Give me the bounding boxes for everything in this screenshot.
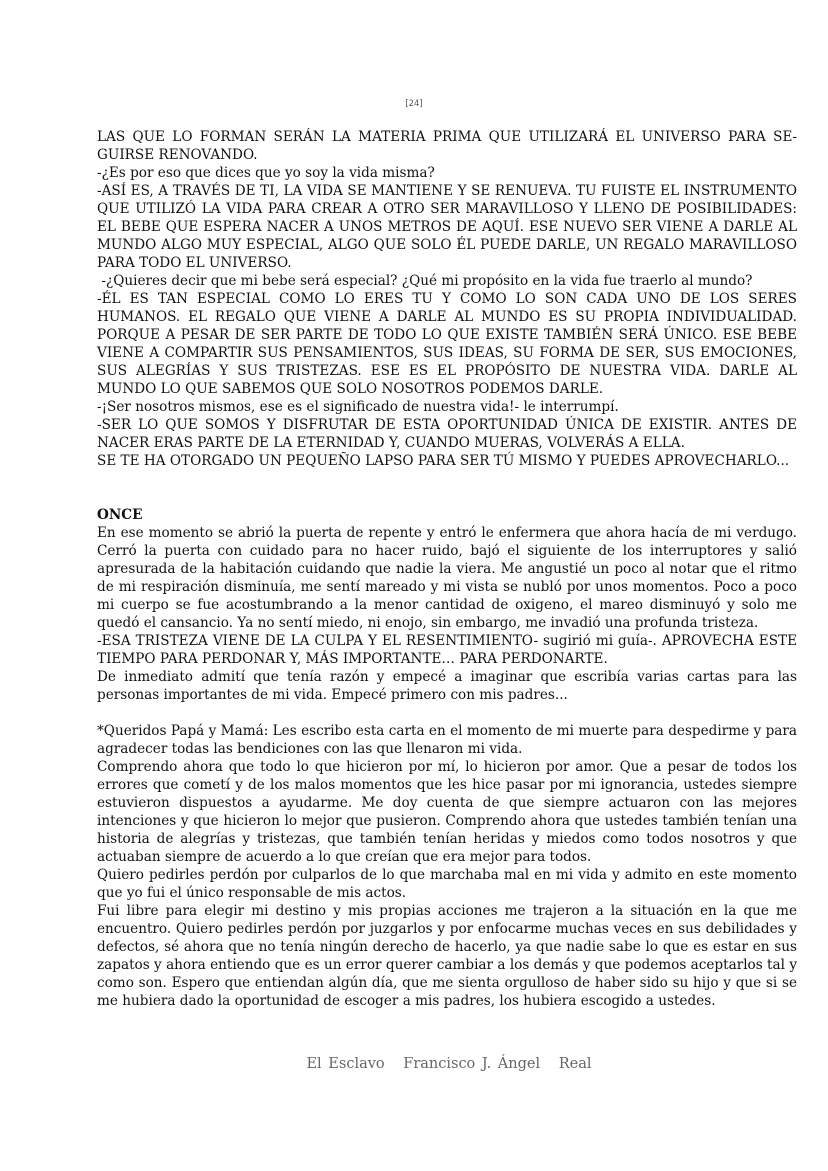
paragraph: -SER LO QUE SOMOS Y DISFRUTAR DE ESTA OPORTUNIDAD ÚNICA DE EXISTIR. ANTES DE NACER ERAS PARTE DE LA ETERNIDAD Y, CUANDO MUERAS, VOLVERÁS A ELLA. bbox=[97, 417, 797, 451]
footer-suffix: Real bbox=[558, 1056, 592, 1072]
blank-line bbox=[97, 704, 797, 722]
chapter-title: ONCE bbox=[97, 507, 143, 523]
paragraph: -ASÍ ES, A TRAVÉS DE TI, LA VIDA SE MANTIENE Y SE RENUEVA. TU FUISTE EL INSTRUMENTO QUE UTILIZÓ LA VIDA PARA CREAR A OTRO SER MARAVILLOSO Y LLENO DE POSIBILIDADES: EL BEBE QUE ESPERA NACER A UNOS METROS DE AQUÍ. ESE NUEVO SER VIENE A DARLE AL MUNDO ALGO MUY ESPECIAL, ALGO QUE SOLO ÉL PUEDE DARLE, UN REGALO MARAVILLOSO PARA TODO EL UNIVERSO. bbox=[97, 183, 797, 271]
page-number: [24] bbox=[405, 99, 423, 109]
paragraph: -¿Es por eso que dices que yo soy la vida misma? bbox=[97, 165, 435, 181]
footer-author: Francisco J. Ángel bbox=[403, 1056, 541, 1072]
paragraph: -¡Ser nosotros mismos, ese es el significado de nuestra vida!- le interrumpí. bbox=[97, 399, 619, 415]
letter-paragraph: Comprendo ahora que todo lo que hicieron por mí, lo hicieron por amor. Que a pesar de todos los errores que cometí y de los malos momentos que les hice pasar por mi ignorancia, ustedes siempre estuvieron dispuestos a ayudarme. Me doy cuenta de que siempre actuaron con las mejores intenciones y que hicieron lo mejor que pusieron. Comprendo ahora que ustedes también tenían una historia de alegrías y tristezas, que también tenían heridas y miedos como todos nosotros y que actuaban siempre de acuerdo a lo que creían que era mejor para todos. bbox=[97, 759, 797, 865]
paragraph: En ese momento se abrió la puerta de repente y entró le enfermera que ahora hacía de mi verdugo. Cerró la puerta con cuidado para no hacer ruido, bajó el siguiente de los interruptores y salió apresurada de la habitación cuidando que nadie la viera. Me angustié un poco al notar que el ritmo de mi respiración disminuía, me sentí mareado y mi vista se nubló por unos momentos. Poco a poco mi cuerpo se fue acostumbrando a la menor cantidad de oxigeno, el mareo disminuyó y solo me quedó el cansancio. Ya no sentí miedo, ni enojo, sin embargo, me invadió una profunda tristeza. bbox=[97, 525, 797, 631]
letter-paragraph: Fui libre para elegir mi destino y mis propias acciones me trajeron a la situación en la que me encuentro. Quiero pedirles perdón por juzgarlos y por enfocarme muchas veces en sus debilidades y defectos, sé ahora que no tenía ningún derecho de hacerlo, ya que nadie sabe lo que es estar en sus zapatos y ahora entiendo que es un error querer cambiar a los demás y que podemos aceptarlos tal y como son. Espero que entiendan algún día, que me sienta orgulloso de haber sido su hijo y que si se me hubiera dado la oportunidad de escoger a mis padres, los hubiera escogido a ustedes. bbox=[97, 903, 797, 1009]
section-gap bbox=[97, 470, 797, 506]
paragraph: LAS QUE LO FORMAN SERÁN LA MATERIA PRIMA QUE UTILIZARÁ EL UNIVERSO PARA SEGUIRSE RENOVANDO. bbox=[97, 129, 797, 163]
footer-book-title: El Esclavo bbox=[306, 1056, 385, 1072]
paragraph: -¿Quieres decir que mi bebe será especial? ¿Qué mi propósito en la vida fue traerlo al mundo? bbox=[97, 273, 753, 289]
paragraph: De inmediato admití que tenía razón y empecé a imaginar que escribía varias cartas para las personas importantes de mi vida. Empecé primero con mis padres... bbox=[97, 669, 797, 703]
letter-paragraph: *Queridos Papá y Mamá: Les escribo esta carta en el momento de mi muerte para despedirme y para agradecer todas las bendiciones con las que llenaron mi vida. bbox=[97, 723, 797, 757]
page-body bbox=[97, 128, 797, 1010]
page-footer bbox=[0, 1056, 828, 1072]
paragraph: -ESA TRISTEZA VIENE DE LA CULPA Y EL RESENTIMIENTO- sugirió mi guía-. APROVECHA ESTE TIEMPO PARA PERDONAR Y, MÁS IMPORTANTE… PARA PERDONARTE. bbox=[97, 633, 797, 667]
paragraph: -ÉL ES TAN ESPECIAL COMO LO ERES TU Y COMO LO SON CADA UNO DE LOS SERES HUMANOS. EL REGALO QUE VIENE A DARLE AL MUNDO ES SU PROPIA INDIVIDUALIDAD. PORQUE A PESAR DE SER PARTE DE TODO LO QUE EXISTE TAMBIÉN SERÁ ÚNICO. ESE BEBE VIENE A COMPARTIR SUS PENSAMIENTOS, SUS IDEAS, SU FORMA DE SER, SUS EMOCIONES, SUS ALEGRÍAS Y SUS TRISTEZAS. ESE ES EL PROPÓSITO DE NUESTRA VIDA. DARLE AL MUNDO LO QUE SABEMOS QUE SOLO NOSOTROS PODEMOS DARLE. bbox=[97, 291, 797, 397]
paragraph: SE TE HA OTORGADO UN PEQUEÑO LAPSO PARA SER TÚ MISMO Y PUEDES APROVECHARLO... bbox=[97, 453, 790, 469]
letter-paragraph: Quiero pedirles perdón por culparlos de lo que marchaba mal en mi vida y admito en este momento que yo fui el único responsable de mis actos. bbox=[97, 867, 797, 901]
